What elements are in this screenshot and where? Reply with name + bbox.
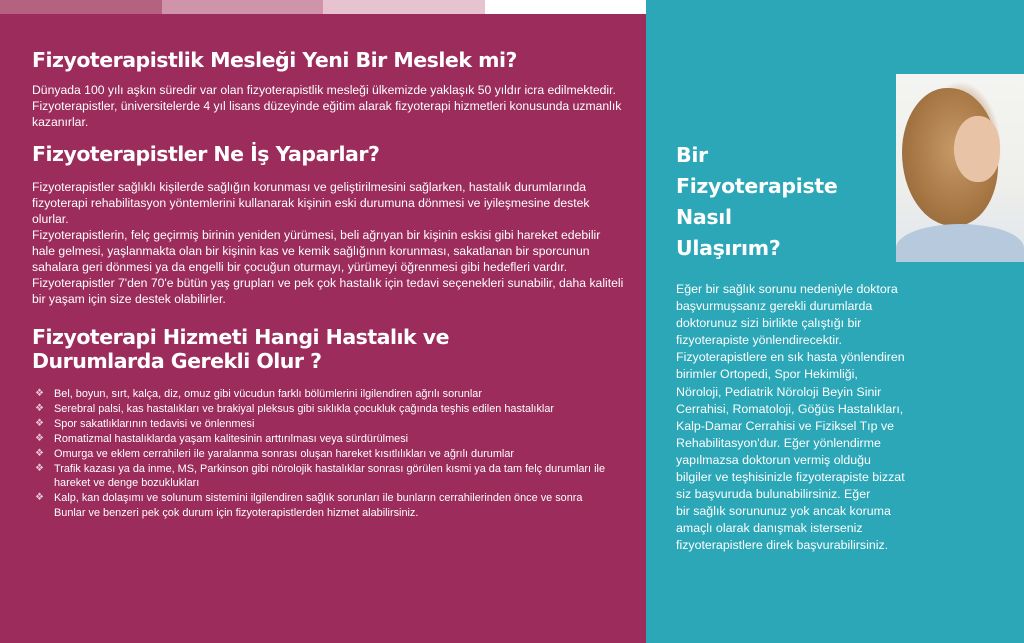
list-item-text: Kalp, kan dolaşımı ve solunum sistemini ilgilendiren sağlık sorunları ile bunların cerrahilerinden önce ve sonra <box>54 492 583 504</box>
body-line: birimler Ortopedi, Spor Hekimliği, <box>676 367 858 382</box>
photo-shoulder-shape <box>896 224 1024 262</box>
title-line: Ulaşırım? <box>676 236 781 260</box>
title-line: Fizyoterapiste <box>676 174 838 198</box>
closing-note: Bunlar ve benzeri pek çok durum için fizyoterapistlerden hizmet alabilirsiniz. <box>54 507 419 519</box>
body-line: bir sağlık sorununuz yok ancak koruma <box>676 504 891 519</box>
diamond-bullet-icon: ❖ <box>35 388 44 399</box>
list-item-text: Omurga ve eklem cerrahileri ile yaralanma sonrası oluşan hareket kısıtlılıkları ve ağrılı durumlar <box>54 448 515 460</box>
list-item <box>35 462 624 490</box>
section-body-what-they-do <box>32 179 624 307</box>
list-item <box>35 417 624 431</box>
body-line: Rehabilitasyon'dur. Eğer yönlendirme <box>676 435 881 450</box>
strip-segment <box>485 0 647 14</box>
title-line: Bir <box>676 143 708 167</box>
body-line: Kalp-Damar Cerrahisi ve Fiziksel Tıp ve <box>676 418 895 433</box>
body-line: Fizyoterapistlere en sık hasta yönlendiren <box>676 350 905 365</box>
strip-segment <box>323 0 485 14</box>
title-line: Durumlarda Gerekli Olur ? <box>32 349 322 373</box>
decorative-top-strip <box>0 0 646 14</box>
body-line: başvurmuşsanız gerekli durumlarda <box>676 299 873 314</box>
right-panel <box>646 0 1024 643</box>
section-body-profession: Dünyada 100 yılı aşkın süredir var olan fizyoterapistlik mesleği ülkemizde yaklaşık 50 yıldır icra edilmektedir. Fizyoterapistler, üniversitelerde 4 yıl lisans düzeyinde eğitim alarak fizyoterapi hizmetleri konusunda uzmanlık kazanırlar. <box>32 83 622 129</box>
contact-body <box>676 281 996 555</box>
list-item <box>35 491 624 505</box>
paragraph: Fizyoterapistlerin, felç geçirmiş birinin yeniden yürümesi, beli ağrıyan bir kişinin eskisi gibi hareket edebilir hale gelmesi, yaşlanmakta olan bir kişinin kas ve kemik sağlığının korunması, sakatlanan bir sporcunun sahalara geri dönmesi ya da engelli bir çocuğun oturmayı, yürümeyi öğrenmesi gibi hedefleri vardır. <box>32 228 601 274</box>
body-line: amaçlı olarak danışmak isterseniz <box>676 521 863 536</box>
body-line: Cerrahisi, Romatoloji, Göğüs Hastalıkları, <box>676 401 904 416</box>
diamond-bullet-icon: ❖ <box>35 403 44 414</box>
body-line: yapılmazsa doktorun vermiş olduğu <box>676 452 871 467</box>
list-item <box>35 387 624 401</box>
body-line: doktorunuz sizi birlikte çalıştığı bir <box>676 316 862 331</box>
section-title-what-they-do: Fizyoterapistler Ne İş Yaparlar? <box>32 142 380 166</box>
diamond-bullet-icon: ❖ <box>35 463 44 474</box>
strip-segment <box>0 0 162 14</box>
conditions-list <box>32 387 624 505</box>
left-panel <box>0 14 646 643</box>
diamond-bullet-icon: ❖ <box>35 418 44 429</box>
paragraph: Fizyoterapistler sağlıklı kişilerde sağlığın korunması ve geliştirilmesini sağlarken, hastalık durumlarında fizyoterapi rehabilitasyon yöntemlerini kullanarak kişinin eski durumuna dönmesi ve iyileşmesine destek olurlar. <box>32 180 590 226</box>
list-item-text: Spor sakatlıklarının tedavisi ve önlenmesi <box>54 418 255 430</box>
section-title-profession: Fizyoterapistlik Mesleği Yeni Bir Meslek mi? <box>32 48 517 72</box>
contact-title <box>676 140 837 264</box>
body-line: fizyoterapistlere direk başvurabilirsiniz. <box>676 538 889 553</box>
list-item-text: Romatizmal hastalıklarda yaşam kalitesinin arttırılması veya sürdürülmesi <box>54 433 409 445</box>
diamond-bullet-icon: ❖ <box>35 492 44 503</box>
list-item <box>35 447 624 461</box>
list-item <box>35 432 624 446</box>
diamond-bullet-icon: ❖ <box>35 433 44 444</box>
list-item-text: Serebral palsi, kas hastalıkları ve brakiyal pleksus gibi sıklıkla çocukluk çağında teşhis edilen hastalıklar <box>54 403 555 415</box>
photo-face-shape <box>954 116 1000 182</box>
woman-photo <box>896 74 1024 262</box>
section-title-conditions <box>32 325 624 373</box>
diamond-bullet-icon: ❖ <box>35 448 44 459</box>
paragraph: Fizyoterapistler 7'den 70'e bütün yaş grupları ve pek çok hastalık için tedavi seçenekleri sunabilir, daha kaliteli bir yaşam için size destek olabilirler. <box>32 276 624 306</box>
body-line: bilgiler ve teşhisinizle fizyoterapiste bizzat <box>676 470 905 485</box>
strip-segment <box>162 0 324 14</box>
title-line: Fizyoterapi Hizmeti Hangi Hastalık ve <box>32 325 450 349</box>
body-line: fizyoterapiste yönlendirecektir. <box>676 333 842 348</box>
body-line: Eğer bir sağlık sorunu nedeniyle doktora <box>676 282 898 296</box>
list-item-text: Trafik kazası ya da inme, MS, Parkinson gibi nörolojik hastalıklar sonrası görülen kısmi ya da tam felç durumları ile hareket ve denge bozuklukları <box>54 463 606 489</box>
list-item <box>35 402 624 416</box>
body-line: Nöroloji, Pediatrik Nöroloji Beyin Sinir <box>676 384 882 399</box>
list-item-text: Bel, boyun, sırt, kalça, diz, omuz gibi vücudun farklı bölümlerini ilgilendiren ağrılı sorunlar <box>54 388 482 400</box>
body-line: siz başvuruda bulunabilirsiniz. Eğer <box>676 487 871 502</box>
title-line: Nasıl <box>676 205 732 229</box>
